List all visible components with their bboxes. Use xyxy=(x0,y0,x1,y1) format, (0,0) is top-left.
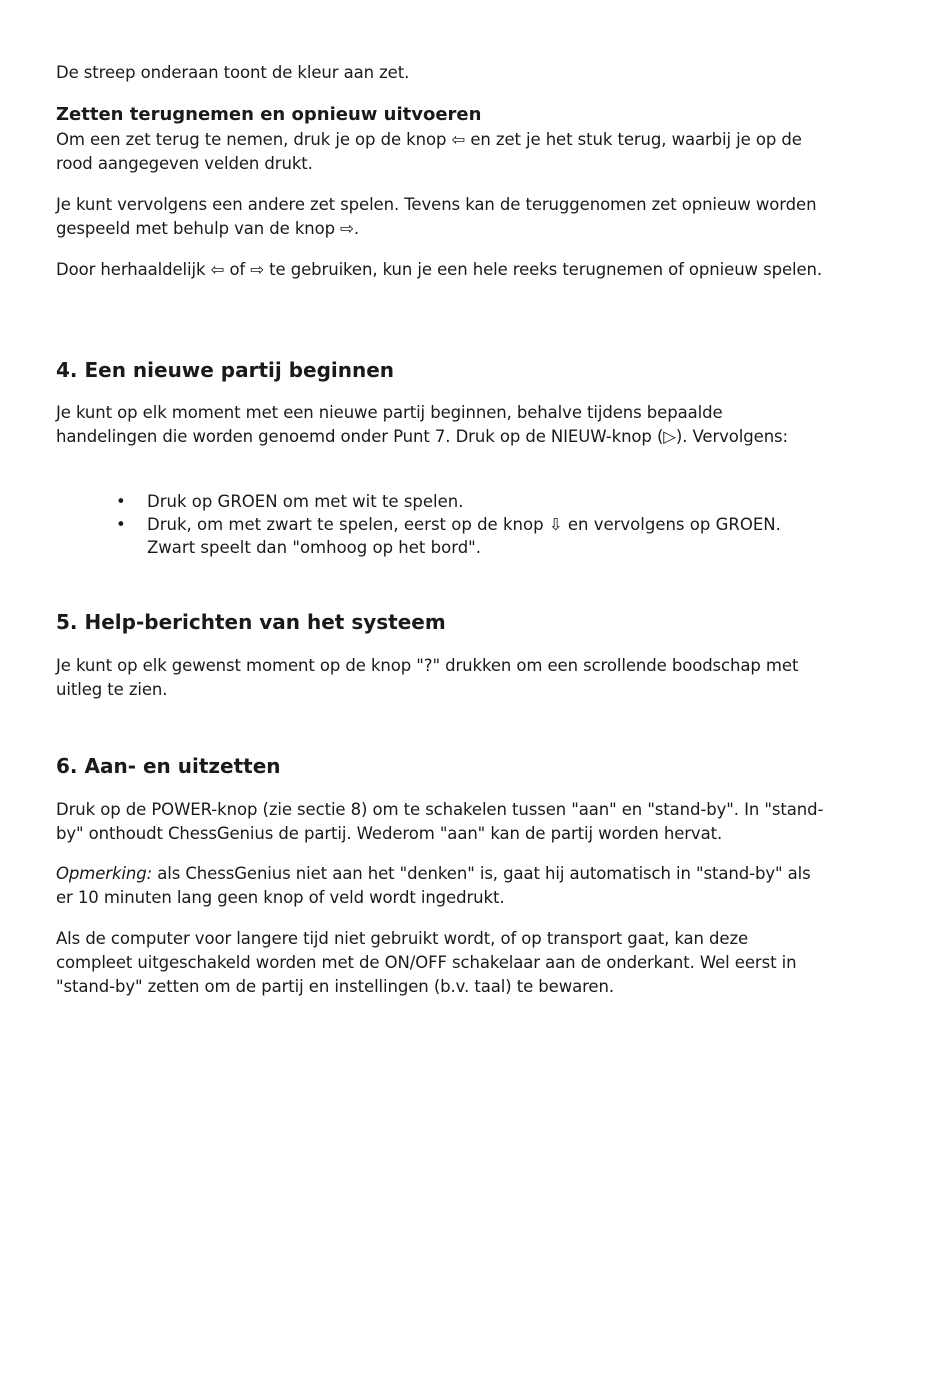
intro-paragraph: De streep onderaan toont de kleur aan zet. xyxy=(56,63,410,82)
note-text: als ChessGenius niet aan het "denken" is, gaat hij automatisch in "stand-by" als er 10 minuten lang geen knop of veld wordt ingedrukt. xyxy=(56,864,811,907)
section-6-note xyxy=(56,862,826,910)
section-4-heading: 4. Een nieuwe partij beginnen xyxy=(56,358,395,382)
section-6-paragraph-3: Als de computer voor langere tijd niet gebruikt wordt, of op transport gaat, kan deze compleet uitgeschakeld worden met de ON/OFF schakelaar aan de onderkant. Wel eerst in "stand-by" zetten om de partij en instellingen (b.v. taal) te bewaren. xyxy=(56,929,797,996)
list-item xyxy=(56,513,826,559)
list-item-text: Druk, om met zwart te spelen, eerst op de knop ⇩ en vervolgens op GROEN. Zwart speelt dan "omhoog op het bord". xyxy=(147,515,781,557)
section-6-heading: 6. Aan- en uitzetten xyxy=(56,754,281,778)
section-5-heading: 5. Help-berichten van het systeem xyxy=(56,610,446,634)
bullet-icon: • xyxy=(116,492,126,511)
bullet-icon: • xyxy=(116,515,126,534)
list-item xyxy=(56,490,826,513)
undo-paragraph-2: Je kunt vervolgens een andere zet spelen. Tevens kan de teruggenomen zet opnieuw worden gespeeld met behulp van de knop ⇨. xyxy=(56,195,817,238)
section-4-bullet-list xyxy=(56,490,826,559)
undo-paragraph-1: Om een zet terug te nemen, druk je op de knop ⇦ en zet je het stuk terug, waarbij je op de rood aangegeven velden drukt. xyxy=(56,130,802,173)
note-label: Opmerking: xyxy=(56,864,153,883)
section-6-paragraph-1: Druk op de POWER-knop (zie sectie 8) om te schakelen tussen "aan" en "stand-by". In "stand-by" onthoudt ChessGenius de partij. Wederom "aan" kan de partij worden hervat. xyxy=(56,800,824,843)
list-item-text: Druk op GROEN om met wit te spelen. xyxy=(147,492,464,511)
section-5-paragraph: Je kunt op elk gewenst moment op de knop "?" drukken om een scrollende boodschap met uitleg te zien. xyxy=(56,656,799,699)
undo-heading: Zetten terugnemen en opnieuw uitvoeren xyxy=(56,104,482,125)
undo-paragraph-3: Door herhaaldelijk ⇦ of ⇨ te gebruiken, kun je een hele reeks terugnemen of opnieuw spelen. xyxy=(56,260,823,279)
section-4-paragraph: Je kunt op elk moment met een nieuwe partij beginnen, behalve tijdens bepaalde handelingen die worden genoemd onder Punt 7. Druk op de NIEUW-knop (▷). Vervolgens: xyxy=(56,403,789,446)
